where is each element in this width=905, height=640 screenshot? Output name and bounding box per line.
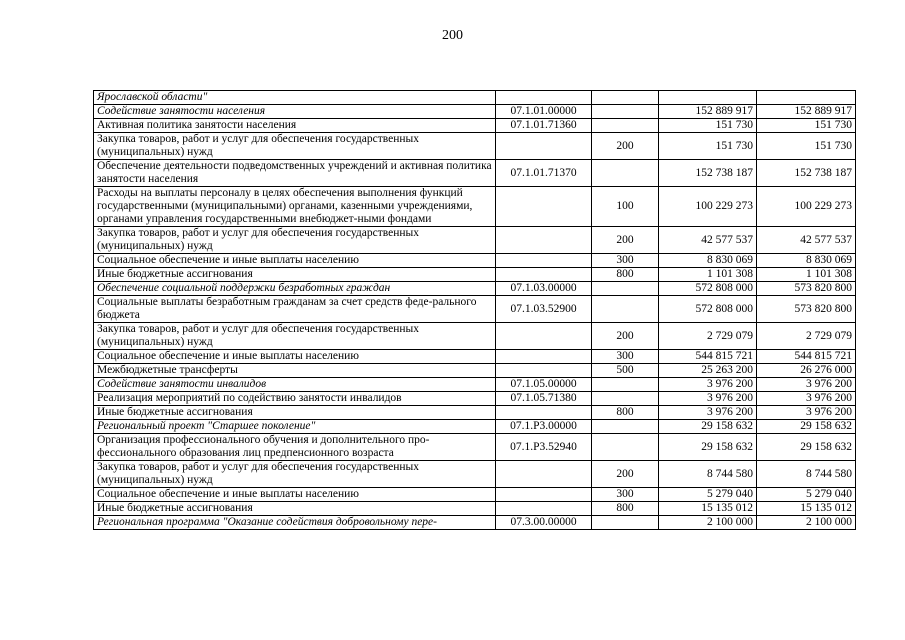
row-code-cell xyxy=(496,488,592,502)
row-amount-year2-cell: 26 276 000 xyxy=(757,364,856,378)
row-name-cell: Социальное обеспечение и иные выплаты населению xyxy=(94,488,496,502)
row-amount-year1-cell: 151 730 xyxy=(659,133,757,160)
row-code-cell: 07.1.P3.00000 xyxy=(496,420,592,434)
row-name-cell: Закупка товаров, работ и услуг для обеспечения государственных (муниципальных) нужд xyxy=(94,323,496,350)
row-amount-year1-cell: 100 229 273 xyxy=(659,187,757,227)
row-amount-year2-cell: 152 738 187 xyxy=(757,160,856,187)
row-name-cell: Содействие занятости инвалидов xyxy=(94,378,496,392)
row-expense-type-cell: 200 xyxy=(592,227,659,254)
row-code-cell: 07.1.01.00000 xyxy=(496,105,592,119)
table-row xyxy=(94,461,856,488)
row-expense-type-cell xyxy=(592,392,659,406)
table-row xyxy=(94,350,856,364)
row-expense-type-cell: 800 xyxy=(592,502,659,516)
budget-table-body xyxy=(94,91,856,530)
row-amount-year2-cell: 1 101 308 xyxy=(757,268,856,282)
row-expense-type-cell: 200 xyxy=(592,323,659,350)
table-row xyxy=(94,392,856,406)
table-row xyxy=(94,91,856,105)
row-amount-year2-cell: 29 158 632 xyxy=(757,434,856,461)
table-row xyxy=(94,323,856,350)
row-code-cell xyxy=(496,502,592,516)
row-amount-year2-cell xyxy=(757,91,856,105)
row-expense-type-cell: 500 xyxy=(592,364,659,378)
row-code-cell: 07.1.01.71360 xyxy=(496,119,592,133)
row-amount-year2-cell: 544 815 721 xyxy=(757,350,856,364)
row-expense-type-cell xyxy=(592,91,659,105)
row-amount-year1-cell: 572 808 000 xyxy=(659,296,757,323)
row-name-cell: Обеспечение деятельности подведомственных учреждений и активная политика занятости населения xyxy=(94,160,496,187)
row-expense-type-cell xyxy=(592,105,659,119)
table-row xyxy=(94,282,856,296)
row-amount-year1-cell: 152 889 917 xyxy=(659,105,757,119)
row-code-cell xyxy=(496,406,592,420)
row-expense-type-cell xyxy=(592,160,659,187)
table-row xyxy=(94,434,856,461)
row-code-cell xyxy=(496,364,592,378)
row-code-cell xyxy=(496,323,592,350)
row-expense-type-cell: 300 xyxy=(592,488,659,502)
table-row xyxy=(94,364,856,378)
row-amount-year1-cell: 8 830 069 xyxy=(659,254,757,268)
row-name-cell: Региональная программа "Оказание содействия добровольному пере- xyxy=(94,516,496,530)
row-expense-type-cell: 800 xyxy=(592,406,659,420)
row-amount-year2-cell: 151 730 xyxy=(757,133,856,160)
row-code-cell: 07.1.01.71370 xyxy=(496,160,592,187)
row-name-cell: Активная политика занятости населения xyxy=(94,119,496,133)
row-amount-year2-cell: 2 729 079 xyxy=(757,323,856,350)
row-name-cell: Иные бюджетные ассигнования xyxy=(94,268,496,282)
row-name-cell: Социальные выплаты безработным гражданам за счет средств феде-рального бюджета xyxy=(94,296,496,323)
row-code-cell: 07.1.05.71380 xyxy=(496,392,592,406)
row-amount-year1-cell: 25 263 200 xyxy=(659,364,757,378)
row-amount-year1-cell: 29 158 632 xyxy=(659,420,757,434)
table-row xyxy=(94,254,856,268)
row-amount-year2-cell: 15 135 012 xyxy=(757,502,856,516)
row-amount-year2-cell: 3 976 200 xyxy=(757,378,856,392)
table-row xyxy=(94,516,856,530)
row-name-cell: Межбюджетные трансферты xyxy=(94,364,496,378)
table-row xyxy=(94,268,856,282)
row-amount-year2-cell: 573 820 800 xyxy=(757,282,856,296)
row-name-cell: Иные бюджетные ассигнования xyxy=(94,502,496,516)
row-expense-type-cell: 300 xyxy=(592,350,659,364)
table-row xyxy=(94,502,856,516)
table-row xyxy=(94,296,856,323)
table-row xyxy=(94,378,856,392)
row-code-cell: 07.1.03.00000 xyxy=(496,282,592,296)
row-name-cell: Закупка товаров, работ и услуг для обеспечения государственных (муниципальных) нужд xyxy=(94,133,496,160)
table-row xyxy=(94,227,856,254)
row-amount-year2-cell: 151 730 xyxy=(757,119,856,133)
table-row xyxy=(94,105,856,119)
row-code-cell: 07.1.03.52900 xyxy=(496,296,592,323)
row-amount-year1-cell: 8 744 580 xyxy=(659,461,757,488)
row-code-cell xyxy=(496,254,592,268)
row-expense-type-cell: 300 xyxy=(592,254,659,268)
row-name-cell: Закупка товаров, работ и услуг для обеспечения государственных (муниципальных) нужд xyxy=(94,227,496,254)
row-expense-type-cell xyxy=(592,516,659,530)
table-row xyxy=(94,133,856,160)
row-amount-year1-cell xyxy=(659,91,757,105)
row-name-cell: Расходы на выплаты персоналу в целях обеспечения выполнения функций государственными (муниципальными) органами, казенными учреждениями, органами управления государственными внебюджет-ными фондами xyxy=(94,187,496,227)
row-name-cell: Содействие занятости населения xyxy=(94,105,496,119)
row-amount-year1-cell: 3 976 200 xyxy=(659,406,757,420)
row-amount-year1-cell: 3 976 200 xyxy=(659,378,757,392)
row-amount-year1-cell: 152 738 187 xyxy=(659,160,757,187)
row-expense-type-cell xyxy=(592,420,659,434)
row-amount-year2-cell: 100 229 273 xyxy=(757,187,856,227)
row-name-cell: Ярославской области" xyxy=(94,91,496,105)
row-expense-type-cell xyxy=(592,296,659,323)
row-code-cell xyxy=(496,91,592,105)
row-amount-year2-cell: 8 744 580 xyxy=(757,461,856,488)
row-code-cell: 07.1.05.00000 xyxy=(496,378,592,392)
row-amount-year2-cell: 42 577 537 xyxy=(757,227,856,254)
row-expense-type-cell xyxy=(592,282,659,296)
row-amount-year1-cell: 1 101 308 xyxy=(659,268,757,282)
row-amount-year2-cell: 2 100 000 xyxy=(757,516,856,530)
row-amount-year1-cell: 572 808 000 xyxy=(659,282,757,296)
row-name-cell: Иные бюджетные ассигнования xyxy=(94,406,496,420)
table-row xyxy=(94,119,856,133)
budget-table xyxy=(93,90,856,530)
row-amount-year1-cell: 5 279 040 xyxy=(659,488,757,502)
row-amount-year2-cell: 8 830 069 xyxy=(757,254,856,268)
page-number: 200 xyxy=(442,28,463,43)
row-expense-type-cell xyxy=(592,378,659,392)
row-amount-year2-cell: 3 976 200 xyxy=(757,406,856,420)
table-row xyxy=(94,420,856,434)
row-name-cell: Социальное обеспечение и иные выплаты населению xyxy=(94,254,496,268)
row-amount-year2-cell: 152 889 917 xyxy=(757,105,856,119)
row-code-cell xyxy=(496,187,592,227)
row-amount-year1-cell: 42 577 537 xyxy=(659,227,757,254)
row-amount-year1-cell: 29 158 632 xyxy=(659,434,757,461)
row-amount-year2-cell: 573 820 800 xyxy=(757,296,856,323)
row-name-cell: Организация профессионального обучения и дополнительного про-фессионального образования лиц предпенсионного возраста xyxy=(94,434,496,461)
table-row xyxy=(94,160,856,187)
row-code-cell: 07.1.P3.52940 xyxy=(496,434,592,461)
table-row xyxy=(94,187,856,227)
row-expense-type-cell: 800 xyxy=(592,268,659,282)
row-expense-type-cell: 200 xyxy=(592,133,659,160)
row-code-cell xyxy=(496,461,592,488)
row-code-cell xyxy=(496,133,592,160)
row-amount-year2-cell: 3 976 200 xyxy=(757,392,856,406)
row-expense-type-cell xyxy=(592,119,659,133)
row-name-cell: Региональный проект "Старшее поколение" xyxy=(94,420,496,434)
table-row xyxy=(94,488,856,502)
row-amount-year1-cell: 3 976 200 xyxy=(659,392,757,406)
row-amount-year1-cell: 151 730 xyxy=(659,119,757,133)
row-expense-type-cell: 200 xyxy=(592,461,659,488)
row-amount-year1-cell: 15 135 012 xyxy=(659,502,757,516)
row-name-cell: Социальное обеспечение и иные выплаты населению xyxy=(94,350,496,364)
row-amount-year2-cell: 29 158 632 xyxy=(757,420,856,434)
row-expense-type-cell xyxy=(592,434,659,461)
row-expense-type-cell: 100 xyxy=(592,187,659,227)
row-amount-year1-cell: 544 815 721 xyxy=(659,350,757,364)
row-code-cell xyxy=(496,268,592,282)
row-amount-year1-cell: 2 729 079 xyxy=(659,323,757,350)
row-code-cell xyxy=(496,350,592,364)
row-name-cell: Закупка товаров, работ и услуг для обеспечения государственных (муниципальных) нужд xyxy=(94,461,496,488)
table-row xyxy=(94,406,856,420)
row-amount-year2-cell: 5 279 040 xyxy=(757,488,856,502)
row-code-cell xyxy=(496,227,592,254)
row-name-cell: Обеспечение социальной поддержки безработных граждан xyxy=(94,282,496,296)
row-amount-year1-cell: 2 100 000 xyxy=(659,516,757,530)
row-code-cell: 07.3.00.00000 xyxy=(496,516,592,530)
row-name-cell: Реализация мероприятий по содействию занятости инвалидов xyxy=(94,392,496,406)
